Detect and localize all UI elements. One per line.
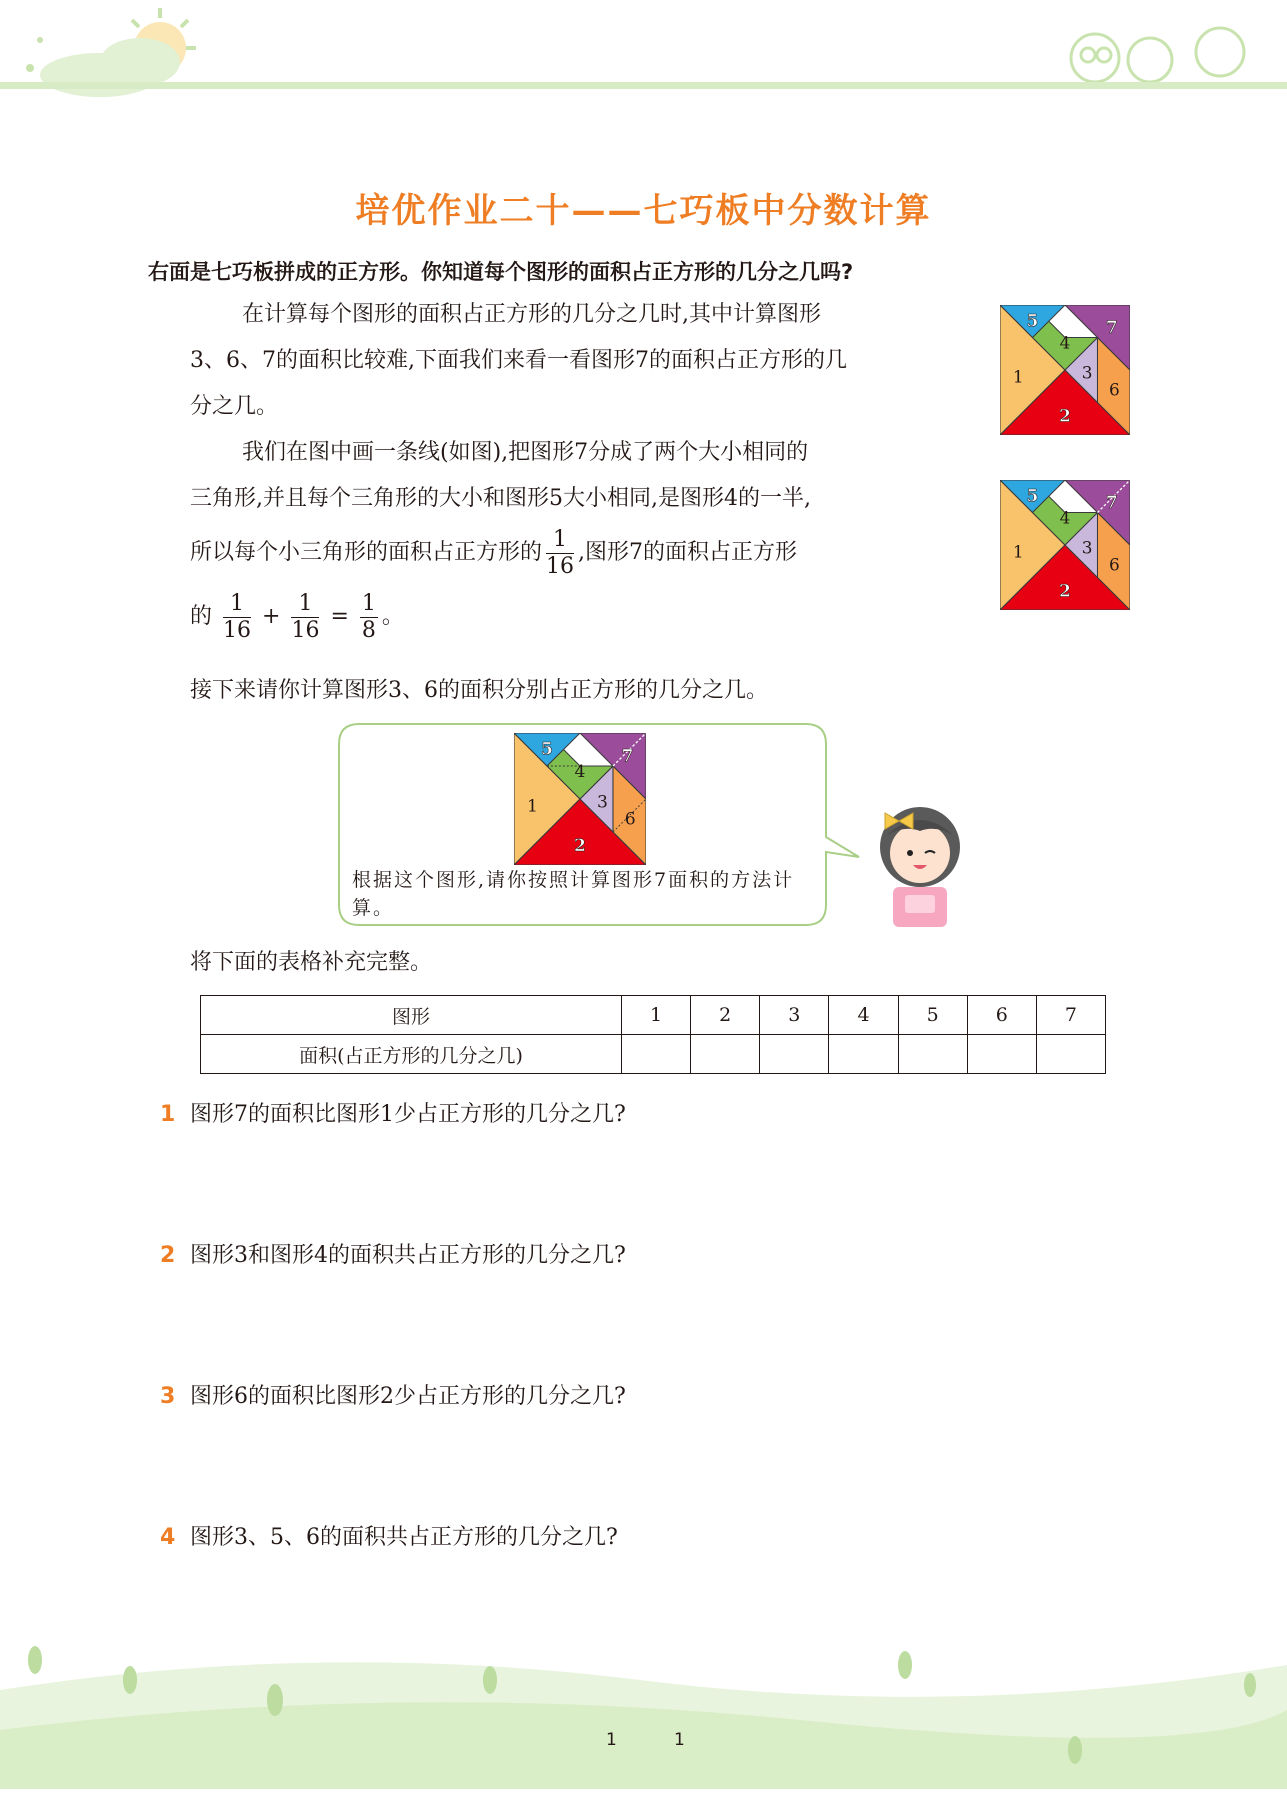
- tangram-square-split-icon: [1000, 480, 1130, 610]
- tangram-label-7: 7: [621, 746, 634, 767]
- tangram-label-3: 3: [596, 792, 608, 813]
- tangram-label-1: 1: [1012, 366, 1024, 387]
- tangram-label-5: 5: [1026, 485, 1039, 506]
- tangram-label-5: 5: [1026, 310, 1039, 331]
- tangram-label-1: 1: [1012, 541, 1024, 562]
- question-text: 图形3和图形4的面积共占正方形的几分之几?: [190, 1243, 626, 1268]
- para2-line2: 三角形,并且每个三角形的大小和图形5大小相同,是图形4的一半,: [190, 486, 811, 511]
- tangram-label-6: 6: [1109, 554, 1120, 575]
- table-header-row: [201, 996, 1106, 1035]
- tangram-label-4: 4: [1059, 507, 1071, 528]
- para2-line4-post: 。: [381, 604, 404, 629]
- header-cloud-sun-icon: [0, 0, 1287, 110]
- eq-plus: +: [262, 604, 281, 629]
- fraction-one-sixteenth: $\frac{1}{16}$: [546, 526, 575, 579]
- tangram-label-6: 6: [1109, 379, 1120, 400]
- eq-fraction-1: $\frac{1}{16}$: [223, 590, 252, 643]
- question-4: [160, 1520, 618, 1551]
- tangram-label-4: 4: [1059, 332, 1071, 353]
- bubble-text: 根据这个图形,请你按照计算图形7面积的方法计算。: [352, 869, 795, 919]
- question-1: [160, 1097, 626, 1128]
- answer-cell-4[interactable]: [829, 1035, 898, 1074]
- question-text: 图形7的面积比图形1少占正方形的几分之几?: [190, 1102, 626, 1127]
- para2-line1: 我们在图中画一条线(如图),把图形7分成了两个大小相同的: [242, 440, 809, 465]
- answer-cell-1[interactable]: [622, 1035, 691, 1074]
- task-text: 接下来请你计算图形3、6的面积分别占正方形的几分之几。: [190, 678, 768, 703]
- para2-line4-pre: 的: [190, 604, 213, 629]
- tangram-label-2: 2: [1059, 580, 1071, 601]
- para1-line1: 在计算每个图形的面积占正方形的几分之几时,其中计算图形: [242, 302, 821, 327]
- tangram-figure-1: [1000, 305, 1130, 439]
- para1-line3: 分之几。: [190, 394, 279, 419]
- tangram-label-2: 2: [574, 836, 586, 857]
- table-col-5: 5: [898, 996, 967, 1035]
- area-table: [200, 995, 1106, 1074]
- para1-line2: 3、6、7的面积比较难,下面我们来看一看图形7的面积占正方形的几: [190, 348, 847, 373]
- paragraph-1: [190, 292, 960, 430]
- tangram-figure-3: [514, 733, 646, 869]
- tangram-label-3: 3: [1081, 537, 1093, 558]
- tangram-label-5: 5: [541, 739, 553, 760]
- header-line: [0, 82, 1287, 89]
- table-col-3: 3: [760, 996, 829, 1035]
- tangram-label-1: 1: [527, 796, 538, 817]
- table-col-6: 6: [967, 996, 1036, 1035]
- tangram-label-2: 2: [1059, 405, 1071, 426]
- question-number: 3: [160, 1384, 176, 1409]
- tangram-figure-2: [1000, 480, 1130, 614]
- page-number-right: 1: [674, 1730, 685, 1750]
- answer-cell-5[interactable]: [898, 1035, 967, 1074]
- tangram-label-4: 4: [574, 762, 586, 783]
- eq-equals: =: [330, 604, 349, 629]
- footer-hills: [0, 1620, 1287, 1789]
- para2-line3-pre: 所以每个小三角形的面积占正方形的: [190, 540, 543, 565]
- table-instruction: 将下面的表格补充完整。: [190, 950, 433, 975]
- header-decoration: [0, 0, 1287, 110]
- hills-tree-icon: [0, 1620, 1287, 1789]
- table-col-1: 1: [622, 996, 691, 1035]
- table-answer-row: [201, 1035, 1106, 1074]
- girl-illustration: [865, 795, 975, 934]
- tangram-label-7: 7: [1105, 491, 1118, 512]
- page-title: 培优作业二十——七巧板中分数计算: [355, 191, 932, 231]
- tangram-label-3: 3: [1081, 362, 1093, 383]
- question-text: 图形6的面积比图形2少占正方形的几分之几?: [190, 1384, 626, 1409]
- tangram-square-grid-icon: [514, 733, 646, 865]
- table-header-label: 图形: [201, 996, 622, 1035]
- table-row-label: 面积(占正方形的几分之几): [201, 1035, 622, 1074]
- answer-cell-7[interactable]: [1036, 1035, 1105, 1074]
- eq-fraction-2: $\frac{1}{16}$: [291, 590, 320, 643]
- page-number-left: 1: [606, 1730, 617, 1750]
- girl-icon: [865, 795, 975, 930]
- question-2: [160, 1238, 626, 1269]
- answer-cell-2[interactable]: [691, 1035, 760, 1074]
- question-text: 图形3、5、6的面积共占正方形的几分之几?: [190, 1525, 618, 1550]
- para2-line3-post: ,图形7的面积占正方形: [578, 540, 798, 565]
- table-col-2: 2: [691, 996, 760, 1035]
- question-number: 4: [160, 1525, 176, 1550]
- answer-cell-6[interactable]: [967, 1035, 1036, 1074]
- answer-cell-3[interactable]: [760, 1035, 829, 1074]
- tangram-label-6: 6: [624, 809, 636, 830]
- question-number: 2: [160, 1243, 176, 1268]
- tangram-label-7: 7: [1105, 316, 1118, 337]
- eq-result: $\frac{1}{8}$: [361, 590, 376, 643]
- tangram-square-icon: [1000, 305, 1130, 435]
- paragraph-2: [190, 430, 960, 650]
- question-number: 1: [160, 1102, 176, 1127]
- table-col-4: 4: [829, 996, 898, 1035]
- table-col-7: 7: [1036, 996, 1105, 1035]
- question-3: [160, 1379, 626, 1410]
- intro-text: 右面是七巧板拼成的正方形。你知道每个图形的面积占正方形的几分之几吗?: [148, 260, 854, 284]
